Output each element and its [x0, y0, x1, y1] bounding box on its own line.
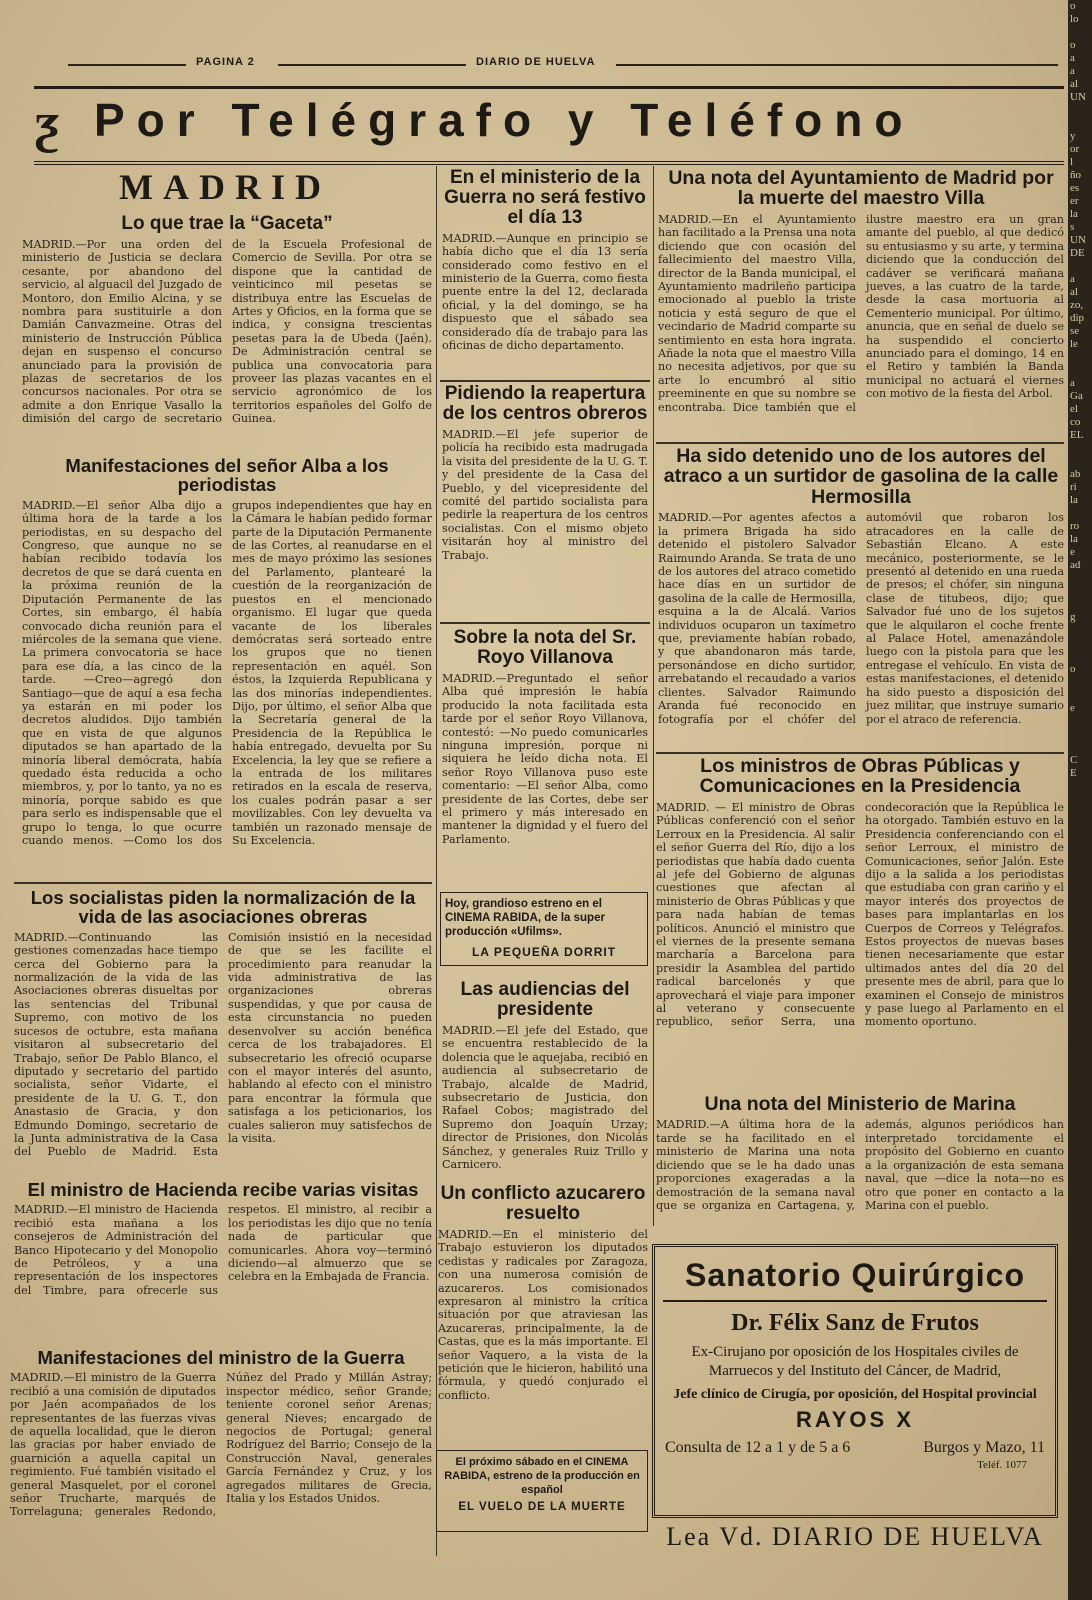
article-marina	[656, 1094, 1064, 1232]
section-banner	[34, 86, 1064, 165]
edge-fragment: el	[1070, 403, 1078, 415]
edge-fragment: E	[1070, 767, 1077, 779]
edge-fragment: al	[1070, 286, 1078, 298]
edge-fragment: o	[1070, 0, 1076, 12]
address: Burgos y Mazo, 11	[923, 1439, 1045, 1456]
article-guerra	[10, 1348, 432, 1558]
headline: Las audiencias del presidente	[460, 979, 630, 1020]
article-text: MADRID.—El jefe superior de policía ha recibido esta madrugada la visita del presidente de la U. G. T. y del presidente de la Casa del Pueblo, y del vicepresidente del comité del partido socialista para pedirle la reapertura de los centros socialistas. Con el mismo objeto visitarán hoy al ministro del Trabajo.	[442, 427, 648, 562]
edge-fragment: a	[1070, 273, 1075, 285]
headline: Sobre la nota del Sr. Royo Villanova	[453, 627, 637, 668]
article-text: MADRID.—En el Ayuntamiento han facilitado a la Prensa una nota diciendo que con ocasión del fallecimiento del maestro Villa, director de la Banda municipal, el Ayuntamiento madrileño participa emocionado al pueblo la triste noticia y está seguro de que el vecindario de Madrid comparte su sentimiento en esta hora ingrata. Añade la nota que el maestro Villa no necesita adjetivos, por que su arte lo encumbró al sitio preeminente en que su nombre se encontraba. Dice también que el ilustre maestro era un gran amante del pueblo, al que dedicó su entusiasmo y su arte, y termina diciendo que la conducción del cadáver se verificará mañana jueves, a las cuatro de la tarde, desde la casa mortuoria al Cementerio municipal. Por último, anuncia, que en señal de duelo se ha suspendido el concierto anunciado para el domingo, 14 en el Retiro y también la Banda municipal no actuará el viernes con motivo de la fiesta del Arbol.	[658, 212, 1064, 414]
edge-fragment: or	[1070, 143, 1080, 155]
ad-text: El próximo sábado en el CINEMA RABIDA, estreno de la producción en español	[444, 1456, 640, 1496]
edge-fragment: ño	[1070, 169, 1081, 181]
edge-fragment: y	[1070, 130, 1076, 142]
article-villa	[658, 168, 1064, 440]
article-text: MADRID.—El jefe del Estado, que se encuentra restablecido de la dolencia que le aquejaba, recibió en audiencia al subsecretario de Trabajo, alcalde de Madrid, subsecretario de Justicia, don Rafael Cobos; magistrado del Supremo don Joaquín Urzay; director de Prisiones, don Nicolás Sánchez, y generales Ruiz Trillo y Carnicero.	[442, 1023, 648, 1171]
edge-fragment: a	[1070, 52, 1075, 64]
article-text: MADRID.—El señor Alba dijo a última hora de la tarde a los periodistas, en su despacho del Congreso, que aunque no se habían recibido todavía los decretos de que se dará cuenta en la próxima reunión de la Diputación Permanente de las Cortes, sin embargo, él había convocado dicha reunión para el miércoles de la semana que viene. La primera convocatoria se hace para ese día, a las cinco de la tarde. —Creo—agregó don Santiago—que de aquí a esa fecha ya estarán en mi poder los decretos aludidos. Dijo también que en vista de que algunos diputados se han apartado de la minoría liberal demócrata, había quedado ésta reducida a ocho miembros, y, por lo tanto, ya no es minoría, porque sabido es que para serlo es indispensable que el grupo lo tenga, lo que ocurre cuando menos. —Como los dos grupos independientes que hay en la Cámara le habían pedido formar parte de la Diputación Permanente de las Cortes, al reanudarse en el mes de mayo próximo las sesiones del Parlamento, plantearé la cuestión de la reorganización de puestos en el mencionado organismo. El lugar que queda vacante de los liberales demócratas será sorteado entre los grupos que no tienen representación en aquél. Son éstos, la Izquierda Republicana y las dos minorías independientes. Dijo, por último, el señor Alba que la Secretaría general de la Presidencia de la República le había entregado, devuelta por Su Excelencia, la ley que se refiere a la entrada de los militares retirados en la escala de reserva, los cuales podrán pasar a ser movilizables. Con ley devuelta va también un razonado mensaje de Su Excelencia.	[22, 498, 432, 847]
headline: Una nota del Ministerio de Marina	[704, 1093, 1016, 1115]
column-rule	[653, 166, 654, 1226]
article-atraco	[658, 446, 1064, 746]
newspaper-name: DIARIO DE HUELVA	[476, 56, 596, 68]
edge-fragment	[1068, 442, 1092, 455]
edge-fragment: Ga	[1070, 390, 1083, 402]
doctor-name: Dr. Félix Sanz de Frutos	[731, 1310, 979, 1336]
edge-fragment: DE	[1070, 247, 1085, 259]
madrid-heading: MADRID	[119, 167, 331, 207]
edge-fragment: ad	[1070, 559, 1081, 571]
lea-diario: Lea Vd. DIARIO DE HUELVA	[666, 1522, 1044, 1551]
headline: Manifestaciones del ministro de la Guerra	[37, 1347, 405, 1368]
edge-fragment	[1068, 455, 1092, 468]
article-text: MADRID.—El ministro de la Guerra recibió a una comisión de diputados por Jaén acompañados de los representantes de las fuerzas vivas de aquella localidad, que le dieron las gracias por haber enviado de guarnición a aquella capital un regimiento. Fué también visitado el general Masquelet, por el coronel señor Trucharte, marqués de Torrelaguna; generales Redondo, Núñez del Prado y Millán Astray; inspector médico, señor Grande; teniente coronel señor Arenas; general Nieves; encargado de negocios de Portugal; general Rodríguez del Barrio; Consejo de la Construcción Naval, generales García Fernández y Cruz, y los agregados militares de Grecia, Italia y los Estados Unidos.	[10, 1371, 432, 1519]
headline: Ha sido detenido uno de los autores del atraco a un surtidor de gasolina de la calle Hermosilla	[663, 445, 1059, 508]
edge-fragment: a	[1070, 377, 1075, 389]
phone: Teléf. 1077	[977, 1459, 1027, 1471]
article-hacienda	[14, 1180, 432, 1328]
article-text: MADRID.—Por una orden del ministerio de Justicia se declara cesante, por abandono del servicio, al alguacil del Juzgado de Montoro, don Emilio Alcina, y se nombra para sustituirle a don Damián Canvazmeine. Otras del ministerio de Instrucción Pública dejan en suspenso el concurso anunciado para la provisión de plazas de secretarios de los concursos nacionales. Por otra se admite a don Enrique Vasallo la dimisión del cargo de secretario de la Escuela Profesional de Comercio de Sevilla. Por otra se dispone que la cantidad de veinticinco mil pesetas se distribuya entre las Escuelas de Artes y Oficios, en la forma que se indica, y consigna trescientas pesetas para la de Ubeda (Jaén). De Administración central se publica una convocatoria para proveer las plazas vacantes en el servicio agronómico de los territorios españoles del Golfo de Guinea.	[22, 237, 432, 426]
article-royo	[442, 628, 648, 880]
edge-fragment: se	[1070, 325, 1080, 337]
edge-fragment: le	[1070, 338, 1078, 350]
edge-fragment	[1068, 689, 1092, 702]
edge-fragment	[1068, 572, 1092, 585]
article-text: MADRID.—Aunque en principio se había dicho que el día 13 sería considerado como festivo en el ministerio de la Guerra, como fiesta puente entre la del 12, declarada oficial, y la del domingo, se ha dispuesto que el sábado sea considerado día de trabajo para las oficinas de dicho departamento.	[442, 231, 648, 353]
film-title: EL VUELO DE LA MUERTE	[458, 1501, 626, 1513]
edge-fragment	[1068, 598, 1092, 611]
edge-fragment: a	[1070, 65, 1075, 77]
headline: Un conflicto azucarero resuelto	[440, 1183, 646, 1224]
edge-fragment	[1068, 728, 1092, 741]
edge-fragment: e	[1070, 546, 1075, 558]
divider	[656, 442, 1064, 444]
page-header	[68, 56, 1058, 72]
edge-fragment: C	[1070, 754, 1078, 766]
article-text: MADRID.—En el ministerio del Trabajo estuvieron los diputados cedistas y radicales por Zaragoza, con una numerosa comisión de azucareros. Los comisionados expresaron al ministro la crítica situación por que atraviesan las Azucareras, principalmente, la de Castas, que es la más importante. El señor Vaquero, a la vista de la petición que le hicieron, habilitó una fórmula, y quedó conjurado el conflicto.	[438, 1227, 648, 1402]
edge-fragment: al	[1070, 78, 1078, 90]
edge-fragment: ro	[1070, 520, 1080, 532]
consulta-hours: Consulta de 12 a 1 y de 5 a 6	[665, 1439, 851, 1456]
edge-fragment	[1068, 650, 1092, 663]
edge-fragment	[1068, 260, 1092, 273]
edge-fragment: es	[1070, 182, 1080, 194]
article-alba	[22, 456, 432, 880]
headline: En el ministerio de la Guerra no será festivo el día 13	[444, 167, 646, 228]
edge-fragment: co	[1070, 416, 1081, 428]
article-centros	[442, 384, 648, 618]
article-audiencias	[442, 979, 648, 1171]
article-text: MADRID.—A última hora de la tarde se ha facilitado en el ministerio de Marina una nota diciendo que se le ha dado unas proporciones exageradas a la demostración de la semana naval que se organiza en Cartagena, y, además, algunos periódicos han interpretado torcidamente el propósito del Gobierno en cuanto a la organización de esta semana naval, que —dice la nota—no es otro que poner en contacto a la Marina con el pueblo.	[656, 1118, 1064, 1212]
banner-ornament: ƺ	[34, 92, 60, 154]
headline: Pidiendo la reapertura de los centros obreros	[442, 383, 648, 424]
credentials: Ex-Cirujano por oposición de los Hospitales civiles de Marruecos y del Instituto del Cáncer, de Madrid,	[691, 1344, 1019, 1379]
edge-fragment: s	[1070, 221, 1075, 233]
edge-fragment: o	[1070, 663, 1076, 675]
divider	[440, 380, 650, 382]
rayos-x: RAYOS X	[795, 1407, 914, 1432]
edge-fragment	[1068, 585, 1092, 598]
ad-cinema-rabida-2	[436, 1450, 648, 1532]
edge-fragment: UN	[1070, 91, 1086, 103]
divider	[656, 752, 1064, 754]
article-azucarero	[438, 1184, 648, 1442]
edge-fragment: la	[1070, 533, 1078, 545]
headline: El ministro de Hacienda recibe varias visitas	[27, 1179, 419, 1200]
edge-fragment: ab	[1070, 468, 1081, 480]
edge-fragment	[1068, 117, 1092, 130]
headline: Los ministros de Obras Públicas y Comunicaciones en la Presidencia	[699, 755, 1021, 798]
ad-cinema-rabida	[440, 892, 648, 966]
edge-fragment: dip	[1070, 312, 1085, 324]
edge-fragment	[1068, 104, 1092, 117]
article-text: MADRID.—Por agentes afectos a la primera Brigada ha sido detenido el pistolero Salvador Raimundo Aranda. Se trata de uno de los autores del atraco cometido hace días en un surtidor de gasolina de la calle de Hermosilla, esquina a la de Alcalá. Varios individuos ocuparon un taxímetro que, previamente habían robado, y que abandonaron más tarde, personándose en dicho surtidor, arrebatando el recaudado a varios clientes. Salvador Raimundo Aranda fué reconocido en fotografía por el chófer del automóvil que robaron los atracadores en la calle de Sebastián Elcano. A este mecánico, posteriormente, se le presentó al detenido en una rueda de presos; el chófer, sin ninguna clase de titubeos, dijo; que Salvador fué uno de los sujetos que le alquilaron el coche frente al Palace Hotel, amenazándole luego con la pistola para que les entregase el vehículo. En vista de estas manifestaciones, el detenido ha sido puesto a disposición del juez militar, que instruye sumario por el atraco de referencia.	[658, 511, 1064, 726]
edge-fragment	[1068, 507, 1092, 520]
edge-fragment: EL	[1070, 429, 1084, 441]
edge-fragment: UN	[1070, 234, 1086, 246]
edge-fragment: er	[1070, 195, 1079, 207]
ad-text: Hoy, grandioso estreno en el CINEMA RABIDA, de la super producción «Ufilms».	[445, 898, 605, 938]
headline: Los socialistas piden la normalización de la vida de las asociaciones obreras	[30, 887, 416, 928]
edge-fragment: la	[1070, 494, 1078, 506]
edge-fragment: g	[1070, 611, 1076, 623]
article-obras	[656, 756, 1064, 1082]
edge-fragment	[1068, 624, 1092, 637]
divider	[440, 622, 650, 624]
article-festivo	[442, 168, 648, 378]
edge-fragment	[1068, 741, 1092, 754]
banner-title: Por Telégrafo y Teléfono	[94, 94, 915, 146]
edge-fragment	[1068, 351, 1092, 364]
edge-fragment: lo	[1070, 13, 1079, 25]
article-gaceta	[22, 214, 432, 440]
edge-fragment: ri	[1070, 481, 1077, 493]
column-rule	[436, 166, 437, 1556]
ad-title: Sanatorio Quirúrgico	[684, 1257, 1026, 1293]
page-number: PAGINA 2	[196, 56, 255, 68]
headline: Manifestaciones del señor Alba a los periodistas	[65, 455, 389, 496]
headline: Lo que trae la “Gaceta”	[121, 213, 333, 234]
adjacent-page-edge	[1068, 0, 1092, 1600]
article-text: MADRID. — El ministro de Obras Públicas conferenció con el señor Lerroux en la Presidencia. Al salir el señor Guerra del Río, dijo a los periodistas que había dado cuenta al jefe del Gobierno de algunas cuestiones que afectan al ministerio de Obras Públicas y que para nada habían de temas políticos. Anunció el ministro que el viernes de la presente semana marcharía a Barcelona para presidir la Asamblea del partido radical barcelonés y que aprovechará el viaje para imponer al veterano y consecuente republico, señor Serra, una condecoración que la República le ha otorgado. También estuvo en la Presidencia conferenciando con el señor Lerroux, el ministro de Comunicaciones, señor Jalón. Este dijo a la salida a los periodistas que estudiaba con gran cariño y el mayor interés dos proyectos de bases para implantarlas en los Cuerpos de Correos y Telégrafos. Estos proyectos de nuevas bases tienen necesariamente que estar ultimados antes del día 20 del presente mes de abril, para que lo examinen el Consejo de ministros y pase luego al Parlamento en el momento oportuno.	[656, 800, 1064, 1029]
edge-fragment	[1068, 637, 1092, 650]
edge-fragment: e	[1070, 702, 1075, 714]
article-text: MADRID.—Preguntado el señor Alba qué impresión le había producido la nota facilitada esta tarde por el señor Royo Villanova, contestó: —No puedo comunicarles ninguna impresión, porque ni siquiera he leído dicha nota. El señor Royo Villanova puso este comentario: —El señor Alba, como presidente de las Cortes, debe ser el primero y más interesado en mantener la dignidad y el fuero del Parlamento.	[442, 671, 648, 846]
divider	[14, 882, 432, 884]
article-text: MADRID.—El ministro de Hacienda recibió esta mañana a los consejeros de Administración del Banco Hipotecario y del Monopolio de Petróleos, y a una representación de los inspectores del Timbre, para ofrecerle sus respetos. El ministro, al recibir a los periodistas les dijo que no tenía nada de particular que comunicarles. Ahora voy—terminó diciendo—al almuerzo que se celebra en la Embajada de Francia.	[14, 1203, 432, 1297]
edge-fragment: la	[1070, 208, 1078, 220]
headline: Una nota del Ayuntamiento de Madrid por la muerte del maestro Villa	[668, 167, 1054, 210]
edge-fragment: l	[1070, 156, 1074, 168]
edge-fragment: zo,	[1070, 299, 1084, 311]
ad-sanatorio	[652, 1244, 1058, 1518]
article-text: MADRID.—Continuando las gestiones comenzadas hace tiempo cerca del Gobierno para la normalización de la vida de las Asociaciones obreras disueltas por las sentencias del Tribunal Supremo, con motivo de los sucesos de octubre, esta mañana visitaron al subsecretario del Trabajo, señor De Pablo Blanco, el diputado y secretario del partido socialista, señor Vidarte, el presidente de la U. G. T., don Anastasio de Gracia, y don Edmundo Domingo, secretario de la Junta administrativa de la Casa del Pueblo de Madrid. Esta Comisión insistió en la necesidad de que se les facilite el procedimiento para reanudar la vida administrativa de las organizaciones obreras suspendidas, y que por causa de esta circunstancia no pueden desenvolver su acción benéfica cerca de los trabajadores. El subsecretario les ofreció ocuparse con el mayor interés del asunto, hablando al efecto con el ministro para encontrar la fórmula que satisfaga a los peticionarios, los cuales salieron muy satisfechos de la visita.	[14, 930, 432, 1159]
article-socialistas	[14, 888, 432, 1168]
edge-fragment	[1068, 676, 1092, 689]
edge-fragment: o	[1070, 39, 1076, 51]
edge-fragment	[1068, 26, 1092, 39]
edge-fragment	[1068, 715, 1092, 728]
ad-lea	[652, 1518, 1058, 1558]
role: Jefe clínico de Cirugía, por oposición, del Hospital provincial	[673, 1387, 1037, 1402]
edge-fragment	[1068, 364, 1092, 377]
film-title: LA PEQUEÑA DORRIT	[471, 945, 617, 959]
